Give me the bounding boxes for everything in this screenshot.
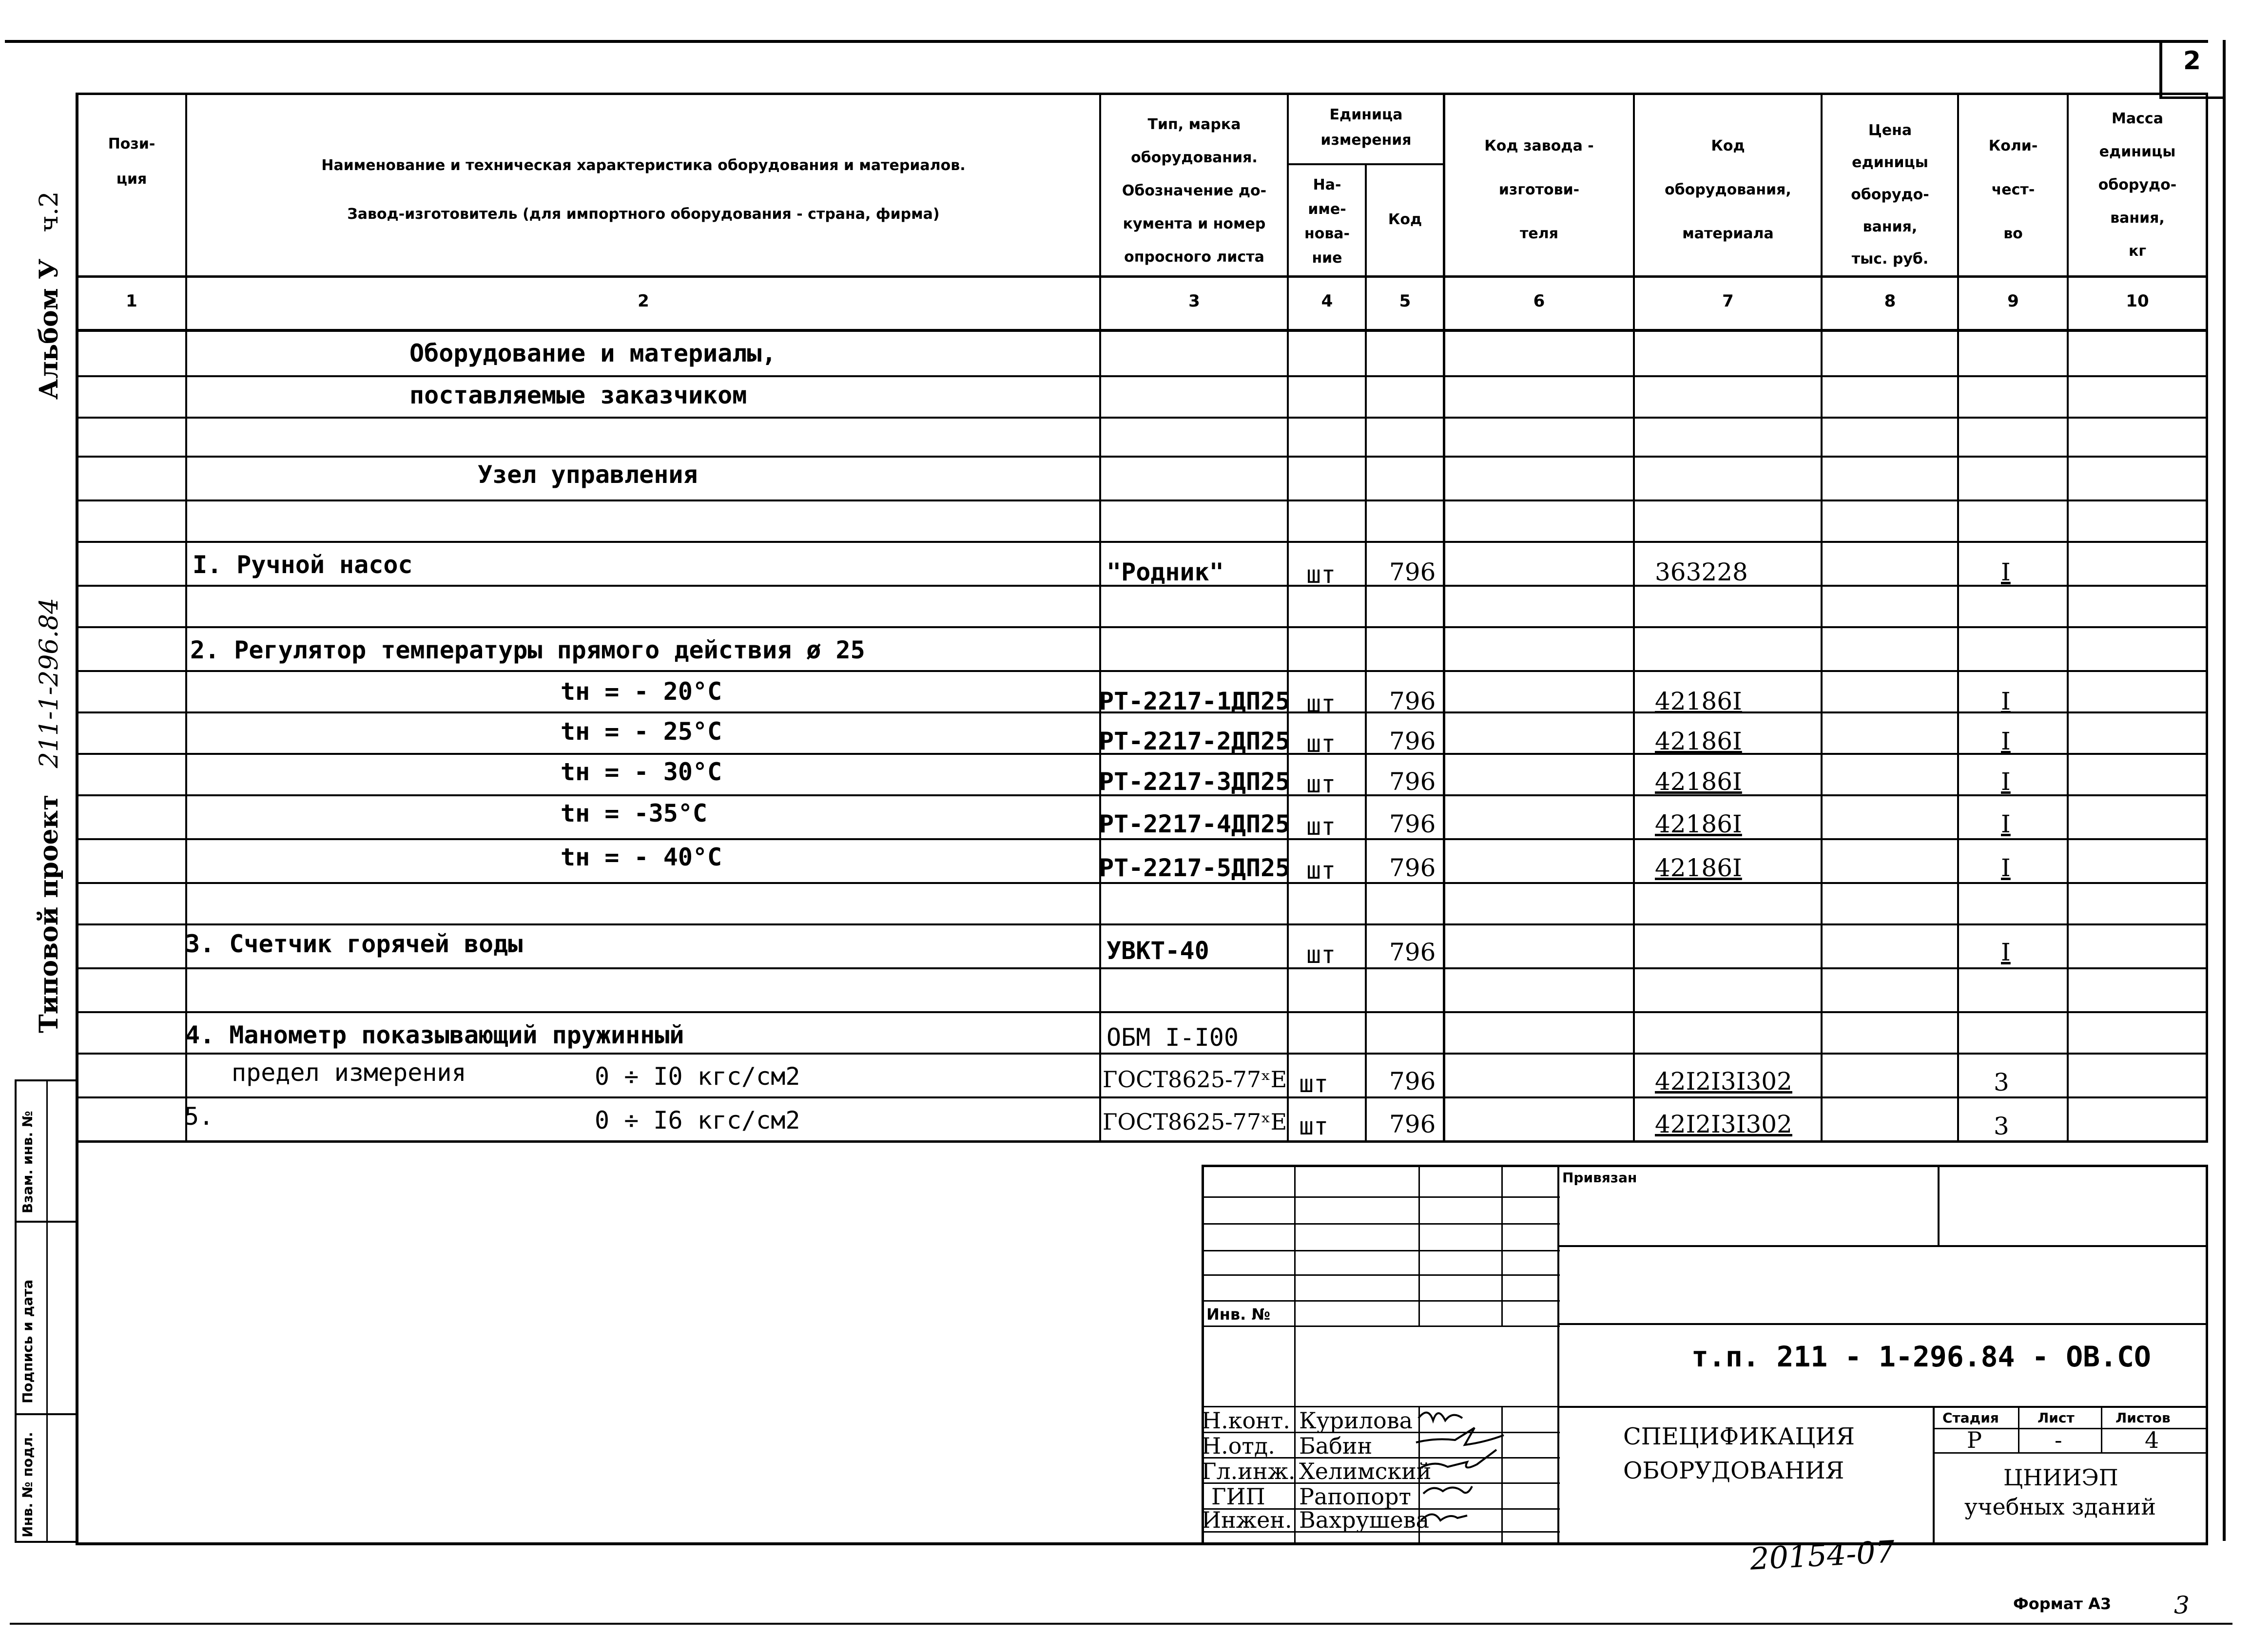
header-col45-group: Единица измерения	[1320, 106, 1412, 149]
top-border-line	[5, 40, 2208, 43]
header-col6: Код завода - изготови- теля	[1484, 137, 1594, 242]
bottom-outer-line	[10, 1623, 2232, 1625]
stage-value: Р	[1967, 1427, 1982, 1453]
signer-1-name: Курилова	[1299, 1407, 1413, 1434]
r2-item-5-type: РТ-2217-5ДП25	[1099, 854, 1290, 882]
stamp-inv-no: Инв. № подл.	[19, 1432, 36, 1537]
r1-unit: шт	[1306, 560, 1336, 589]
signer-4-name: Рапопорт	[1299, 1483, 1411, 1510]
r2-item-4-qty: I	[2001, 810, 2011, 838]
signer-5-role: Инжен.	[1202, 1507, 1292, 1533]
colnum-6: 6	[1533, 291, 1545, 311]
r2-item-3-unit: шт	[1306, 770, 1336, 798]
colnum-10: 10	[2126, 291, 2149, 311]
header-col8: Цена единицы оборудо- вания, тыс. руб.	[1851, 122, 1929, 268]
colnum-1: 1	[126, 291, 137, 311]
header-col2: Наименование и техническая характеристика оборудования и материалов. Завод-изготовитель (для импортного оборудования - страна, фирма)	[321, 157, 966, 223]
signer-2-name: Бабин	[1299, 1433, 1373, 1459]
r2-item-5-temp: tн = - 40°C	[561, 843, 722, 871]
r2-item-5-unit: шт	[1306, 856, 1336, 884]
header-col9: Коли- чест- во	[1988, 137, 2038, 242]
r2-item-4-equip: 42186I	[1655, 810, 1742, 838]
page-number: 2	[2183, 46, 2201, 76]
r2-item-2-temp: tн = - 25°C	[561, 717, 722, 746]
org-line-1: ЦНИИЭП	[2003, 1464, 2118, 1491]
r2-item-1-unit: шт	[1306, 690, 1336, 718]
r2-item-2-type: РТ-2217-2ДП25	[1099, 727, 1290, 755]
privyazan-label: Привязан	[1562, 1170, 1637, 1186]
colnum-9: 9	[2007, 291, 2019, 311]
r5-code: 796	[1389, 1110, 1436, 1138]
r1-equip-code: 363228	[1655, 558, 1748, 586]
doc-title-1: СПЕЦИФИКАЦИЯ	[1623, 1423, 1855, 1450]
r2-item-2-unit: шт	[1306, 730, 1336, 758]
r3-qty: I	[2001, 938, 2011, 966]
signer-3-name: Хелимский	[1299, 1458, 1432, 1484]
org-line-2: учебных зданий	[1964, 1494, 2156, 1520]
project-label: Типовой проект 211-1-296.84	[34, 597, 64, 1033]
album-label: Альбом У ч.2	[34, 191, 64, 400]
r2-item-2-qty: I	[2001, 727, 2011, 755]
section-title-1: Оборудование и материалы,	[409, 339, 776, 367]
format-label: Формат А3	[2013, 1594, 2112, 1613]
header-col10: Масса единицы оборудо- вания, кг	[2098, 110, 2177, 260]
r4b-unit: шт	[1299, 1070, 1329, 1098]
r2-item-2-code: 796	[1389, 727, 1436, 755]
r2-item-1-qty: I	[2001, 687, 2011, 715]
r4b-name: предел измерения	[232, 1058, 466, 1087]
colnum-3: 3	[1188, 291, 1200, 311]
stage-label: Стадия	[1942, 1410, 1999, 1426]
signer-1-role: Н.конт.	[1202, 1407, 1290, 1434]
r5-equip: 42I2I3I302	[1655, 1110, 1792, 1138]
r2-item-4-code: 796	[1389, 810, 1436, 838]
r3-name: 3. Счетчик горячей воды	[185, 930, 523, 958]
r1-name: I. Ручной насос	[193, 551, 413, 579]
header-col7: Код оборудования, материала	[1665, 137, 1791, 242]
table-bottom-line	[76, 1140, 2208, 1143]
r5-unit: шт	[1299, 1112, 1329, 1140]
r2-item-2-equip: 42186I	[1655, 727, 1742, 755]
r3-type: УВКТ-40	[1106, 937, 1209, 965]
r2-item-3-qty: I	[2001, 768, 2011, 796]
section-title-2: поставляемые заказчиком	[409, 381, 747, 409]
r2-item-5-code: 796	[1389, 854, 1436, 882]
colnum-2: 2	[638, 291, 649, 311]
r4b-type: ГОСТ8625-77ˣЕ	[1103, 1066, 1287, 1093]
header-col3: Тип, марка оборудования. Обозначение до- кумента и номер опросного листа	[1122, 116, 1267, 266]
stamp-replaced-inv: Взам. инв. №	[19, 1111, 36, 1213]
r2-item-4-unit: шт	[1306, 812, 1336, 841]
r4b-equip: 42I2I3I302	[1655, 1067, 1792, 1095]
corner-mark: 3	[2174, 1591, 2190, 1619]
colnum-7: 7	[1722, 291, 1734, 311]
r4-type: ОБМ I-I00	[1106, 1023, 1239, 1052]
r2-item-1-code: 796	[1389, 687, 1436, 715]
colnum-4: 4	[1321, 291, 1333, 311]
signature-scribbles	[1414, 1403, 1560, 1540]
r2-item-1-temp: tн = - 20°C	[561, 677, 722, 706]
sheets-value: 4	[2145, 1427, 2159, 1453]
r2-item-3-code: 796	[1389, 768, 1436, 796]
r1-type: "Родник"	[1106, 558, 1224, 586]
r5-range: 0 ÷ I6 кгс/см2	[595, 1106, 800, 1134]
doc-code: т.п. 211 - 1-296.84 - ОВ.СО	[1691, 1340, 2151, 1373]
r2-item-1-equip: 42186I	[1655, 687, 1742, 715]
header-col5: Код	[1388, 211, 1422, 228]
handwritten-reg-number: 20154-07	[1749, 1534, 1896, 1577]
r2-item-3-type: РТ-2217-3ДП25	[1099, 768, 1290, 796]
r2-item-3-equip: 42186I	[1655, 768, 1742, 796]
r4-name: 4. Манометр показывающий пружинный	[185, 1021, 684, 1049]
r2-name: 2. Регулятор температуры прямого действия ø 25	[190, 636, 865, 664]
r5-qty: 3	[1994, 1112, 2009, 1140]
r3-unit: шт	[1306, 941, 1336, 969]
r4b-range: 0 ÷ I0 кгс/см2	[595, 1062, 800, 1091]
r5-type: ГОСТ8625-77ˣЕ	[1103, 1109, 1287, 1135]
r2-item-1-type: РТ-2217-1ДП25	[1099, 687, 1290, 715]
r2-item-5-equip: 42186I	[1655, 854, 1742, 882]
inv-no-label: Инв. №	[1206, 1305, 1270, 1324]
sheets-label: Листов	[2115, 1410, 2171, 1426]
signer-5-name: Вахрушева	[1299, 1507, 1429, 1533]
r1-code: 796	[1389, 558, 1436, 586]
r2-item-3-temp: tн = - 30°C	[561, 758, 722, 786]
header-col4: На- имe- нова- ние	[1304, 176, 1350, 267]
sheet-label: Лист	[2038, 1410, 2075, 1426]
r5-name: 5.	[184, 1102, 214, 1131]
header-col1: Пози- ция	[108, 135, 155, 188]
r2-item-5-qty: I	[2001, 854, 2011, 882]
colnum-8: 8	[1884, 291, 1896, 311]
signer-2-role: Н.отд.	[1202, 1433, 1275, 1459]
r4b-code: 796	[1389, 1067, 1436, 1095]
colnum-5: 5	[1399, 291, 1411, 311]
stamp-signature-date: Подпись и дата	[19, 1279, 36, 1403]
sheet-value: -	[2055, 1427, 2062, 1453]
r4b-qty: 3	[1994, 1068, 2009, 1096]
signer-3-role: Гл.инж.	[1202, 1458, 1296, 1484]
doc-title-2: ОБОРУДОВАНИЯ	[1623, 1457, 1844, 1484]
r2-item-4-temp: tн = -35°C	[561, 799, 708, 827]
r2-item-4-type: РТ-2217-4ДП25	[1099, 810, 1290, 838]
signer-4-role: ГИП	[1211, 1483, 1265, 1510]
subsection-title: Узел управления	[478, 461, 698, 489]
r3-code: 796	[1389, 938, 1436, 966]
r1-qty: I	[2001, 558, 2011, 586]
